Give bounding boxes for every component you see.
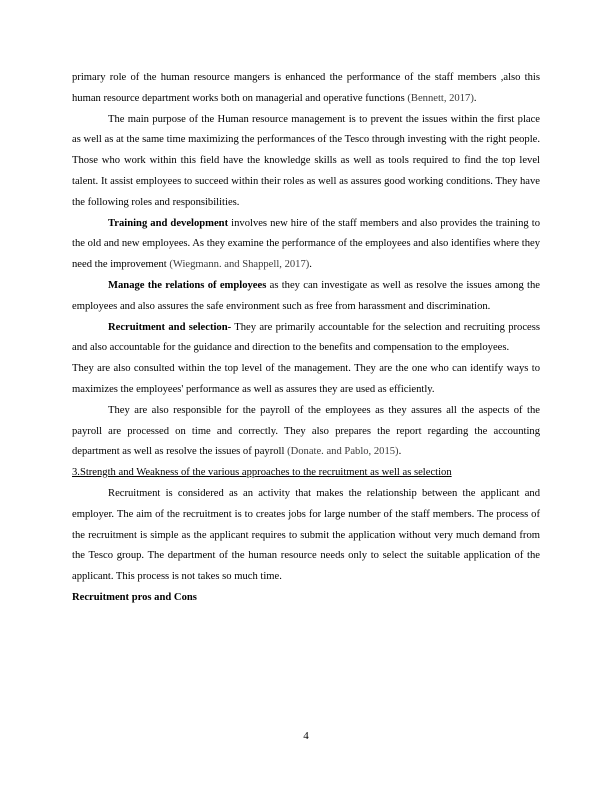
section-heading: 3.Strength and Weakness of the various approaches to the recruitment as well as selection (72, 467, 452, 479)
paragraph-hr-role: primary role of the human resource mangers is enhanced the performance of the staff members ,also this human resource department works both on managerial and operative functions (Bennett, 2017). (72, 72, 540, 104)
term-training: Training and development (108, 217, 229, 229)
subheading: Recruitment pros and Cons (72, 591, 197, 603)
citation: (Wiegmann. and Shappell, 2017) (169, 259, 310, 271)
citation: (Bennett, 2017) (407, 92, 474, 104)
paragraph-recruitment: Recruitment is considered as an activity that makes the relationship between the applicant and employer. The aim of the recruitment is to creates jobs for large number of the staff members. The process of the recruitment is simple as the applicant requires to submit the application without very much demand from the Tesco group. The department of the human resource needs only to select the suitable application of the applicant. This process is not takes so much time. (72, 487, 540, 583)
paragraph-training: Training and development involves new hire of the staff members and also provides the training to the old and new employees. As they examine the performance of the employees and also identifies where they need the improvement (Wiegmann. and Shappell, 2017). (72, 217, 541, 271)
page-number: 4 (303, 730, 309, 742)
citation: (Donate. and Pablo, 2015) (287, 446, 399, 458)
paragraph-recruitment-selection: Recruitment and selection- They are primarily accountable for the selection and recruiting process and also accountable for the guidance and direction to the benefits and compensation to the employees. (72, 321, 540, 354)
paragraph-management: They are also consulted within the top level of the management. They are the one who can identify ways to maximizes the employees' performance as well as assures they are used as efficiently. (72, 363, 540, 395)
term-recruitment-selection: Recruitment and selection- (108, 321, 232, 333)
paragraph-payroll: They are also responsible for the payroll of the employees as they assures all the aspects of the payroll are processed on time and correctly. They also prepares the report regarding the accounting department as well as resolve the issues of payroll (Donate. and Pablo, 2015). (72, 404, 540, 458)
paragraph-employee-relations: Manage the relations of employees as they can investigate as well as resolve the issues among the employees and also assures the safe environment such as free from harassment and discrimination. (72, 279, 540, 312)
document-page (72, 68, 540, 609)
paragraph-hrm-purpose: The main purpose of the Human resource management is to prevent the issues within the first place as well as at the same time maximizing the performances of the Tesco through investing with the right people. Those who work within this field have the knowledge skills as well as tools required to find the top level talent. It assist employees to succeed within their roles as well as assures good working conditions. They have the following roles and responsibilities. (72, 113, 540, 208)
term-employee-relations: Manage the relations of employees (108, 279, 267, 291)
